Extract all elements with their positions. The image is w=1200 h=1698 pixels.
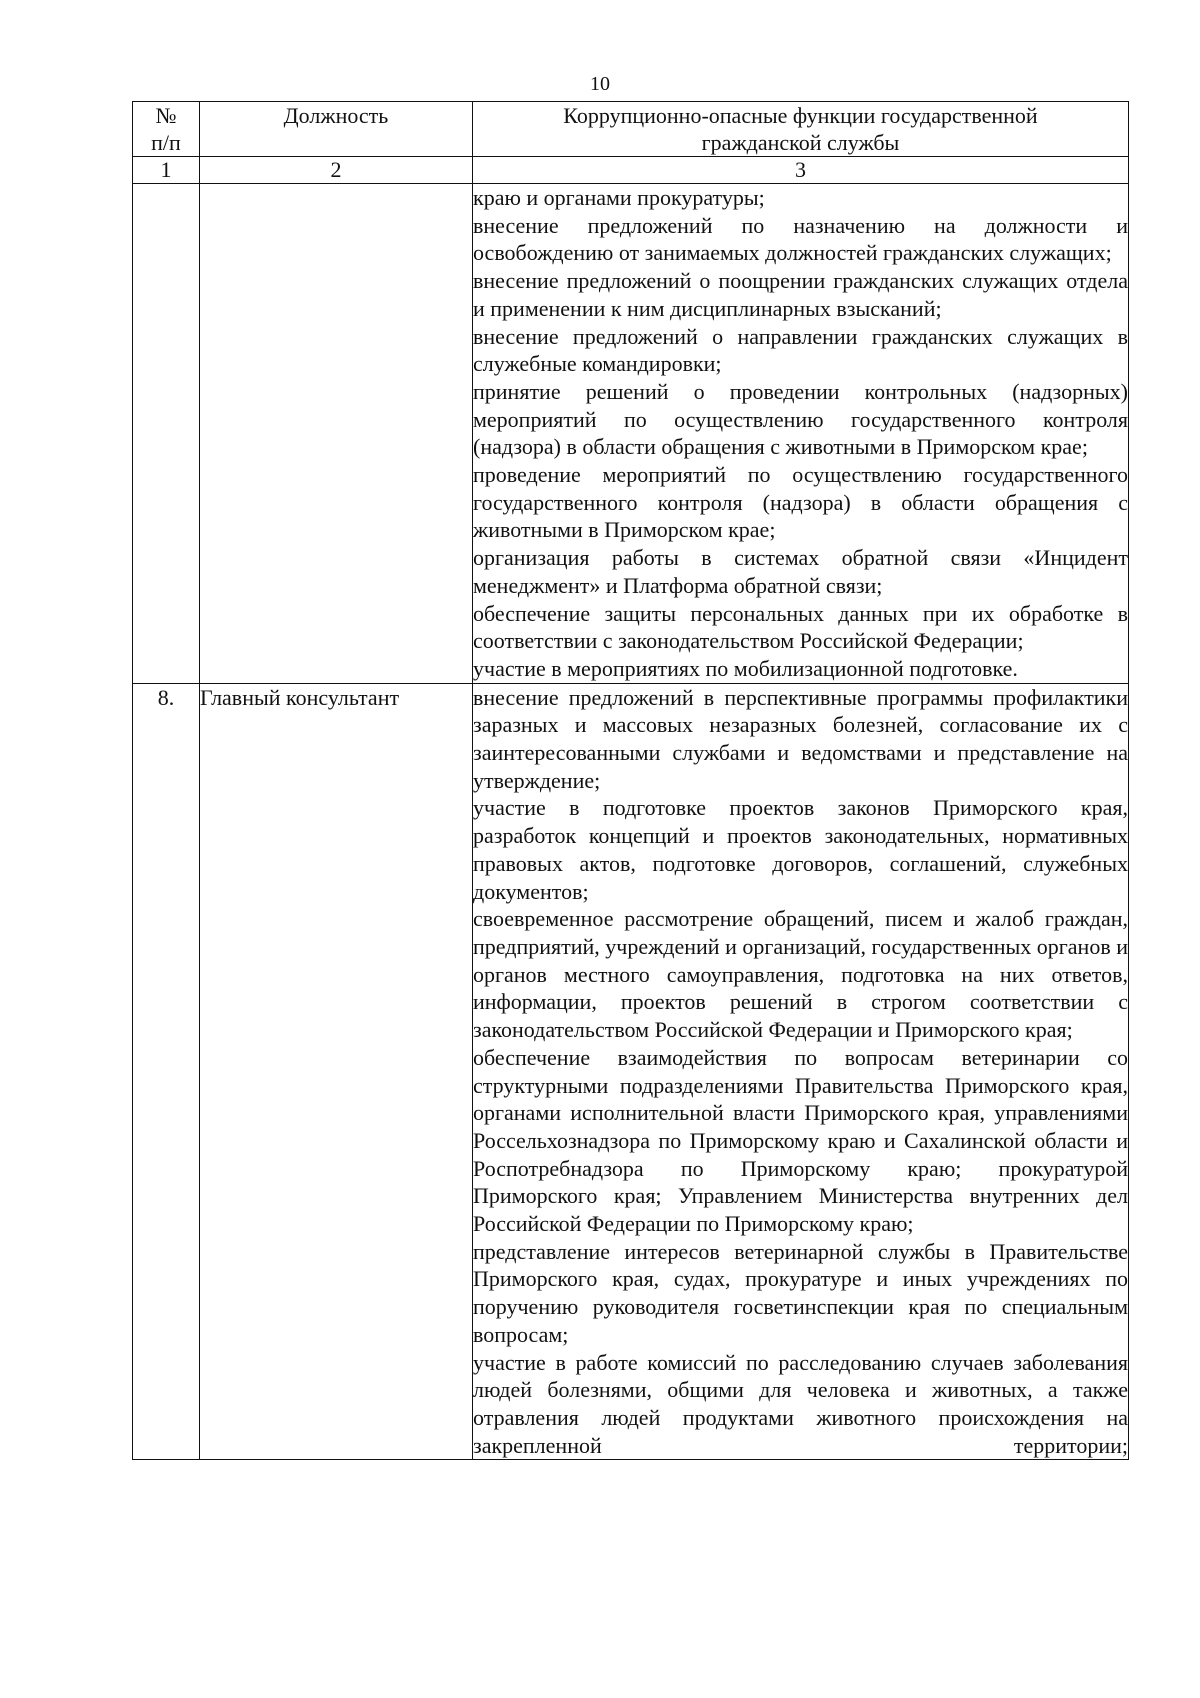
column-number-2: 2 [200,157,473,184]
column-number-1: 1 [133,157,200,184]
header-functions [473,102,1129,157]
header-functions-line1: Коррупционно-опасные функции государственной [563,103,1038,128]
function-item: внесение предложений о направлении гражданских служащих в служебные командировки; [473,323,1128,377]
function-item: обеспечение взаимодействия по вопросам ветеринарии со структурными подразделениями Правительства Приморского края, органами исполнительной власти Приморского края, управлениями Россельхознадзора по Приморскому краю и Сахалинской области и Роспотребнадзора по Приморскому краю; прокуратурой Приморского края; Управлением Министерства внутренних дел Российской Федерации по Приморскому краю; [473,1044,1128,1237]
row-position: Главный консультант [200,683,473,1460]
header-num-line2: п/п [151,130,181,155]
table-row [133,184,1129,684]
row-number [133,184,200,684]
header-position-text: Должность [283,103,389,128]
table-row [133,683,1129,1460]
row-functions [473,184,1129,684]
header-position [200,102,473,157]
corruption-functions-table [132,101,1129,1460]
header-num-line1: № [155,103,177,128]
function-item: проведение мероприятий по осуществлению государственного государственного контроля (надзора) в области обращения с животными в Приморском крае; [473,462,1128,543]
table-header-row [133,102,1129,157]
function-item: представление интересов ветеринарной службы в Правительстве Приморского края, судах, прокуратуре и иных учреждениях по поручению руководителя госветинспекции края по специальным вопросам; [473,1238,1128,1347]
function-item: организация работы в системах обратной связи «Инцидент менеджмент» и Платформа обратной связи; [473,545,1128,598]
function-item: участие в подготовке проектов законов Приморского края, разработок концепций и проектов законодательных, нормативных правовых актов, подготовке договоров, соглашений, служебных документов; [473,795,1128,904]
row-functions [473,683,1129,1460]
column-numbers-row [133,157,1129,184]
page-number: 10 [590,73,610,95]
function-item: принятие решений о проведении контрольных (надзорных) мероприятий по осуществлению государственного контроля (надзора) в области обращения с животными в Приморском крае; [473,378,1128,460]
function-item: краю и органами прокуратуры; [473,185,765,210]
row-number: 8. [133,683,200,1460]
function-item: обеспечение защиты персональных данных при их обработке в соответствии с законодательством Российской Федерации; [473,600,1128,654]
column-number-3: 3 [473,157,1129,184]
function-item: внесение предложений в перспективные программы профилактики заразных и массовых незаразных болезней, согласование их с заинтересованными службами и ведомствами и представление на утверждение; [473,684,1128,793]
function-item: внесение предложений по назначению на должности и освобождению от занимаемых должностей гражданских служащих; [473,212,1128,266]
row-position [200,184,473,684]
function-item: участие в мероприятиях по мобилизационной подготовке. [473,655,1018,681]
function-item: своевременное рассмотрение обращений, писем и жалоб граждан, предприятий, учреждений и организаций, государственных органов и органов местного самоуправления, подготовка на них ответов, информации, проектов решений в строгом соответствии с законодательством Российской Федерации и Приморского края; [473,906,1128,1043]
header-num [133,102,200,157]
header-functions-line2: гражданской службы [701,130,900,155]
function-item: участие в работе комиссий по расследованию случаев заболевания людей болезнями, общими для человека и животных, а также отравления людей продуктами животного происхождения на закрепленной территории; [473,1349,1128,1458]
function-item: внесение предложений о поощрении гражданских служащих отдела и применении к ним дисциплинарных взысканий; [473,268,1128,321]
